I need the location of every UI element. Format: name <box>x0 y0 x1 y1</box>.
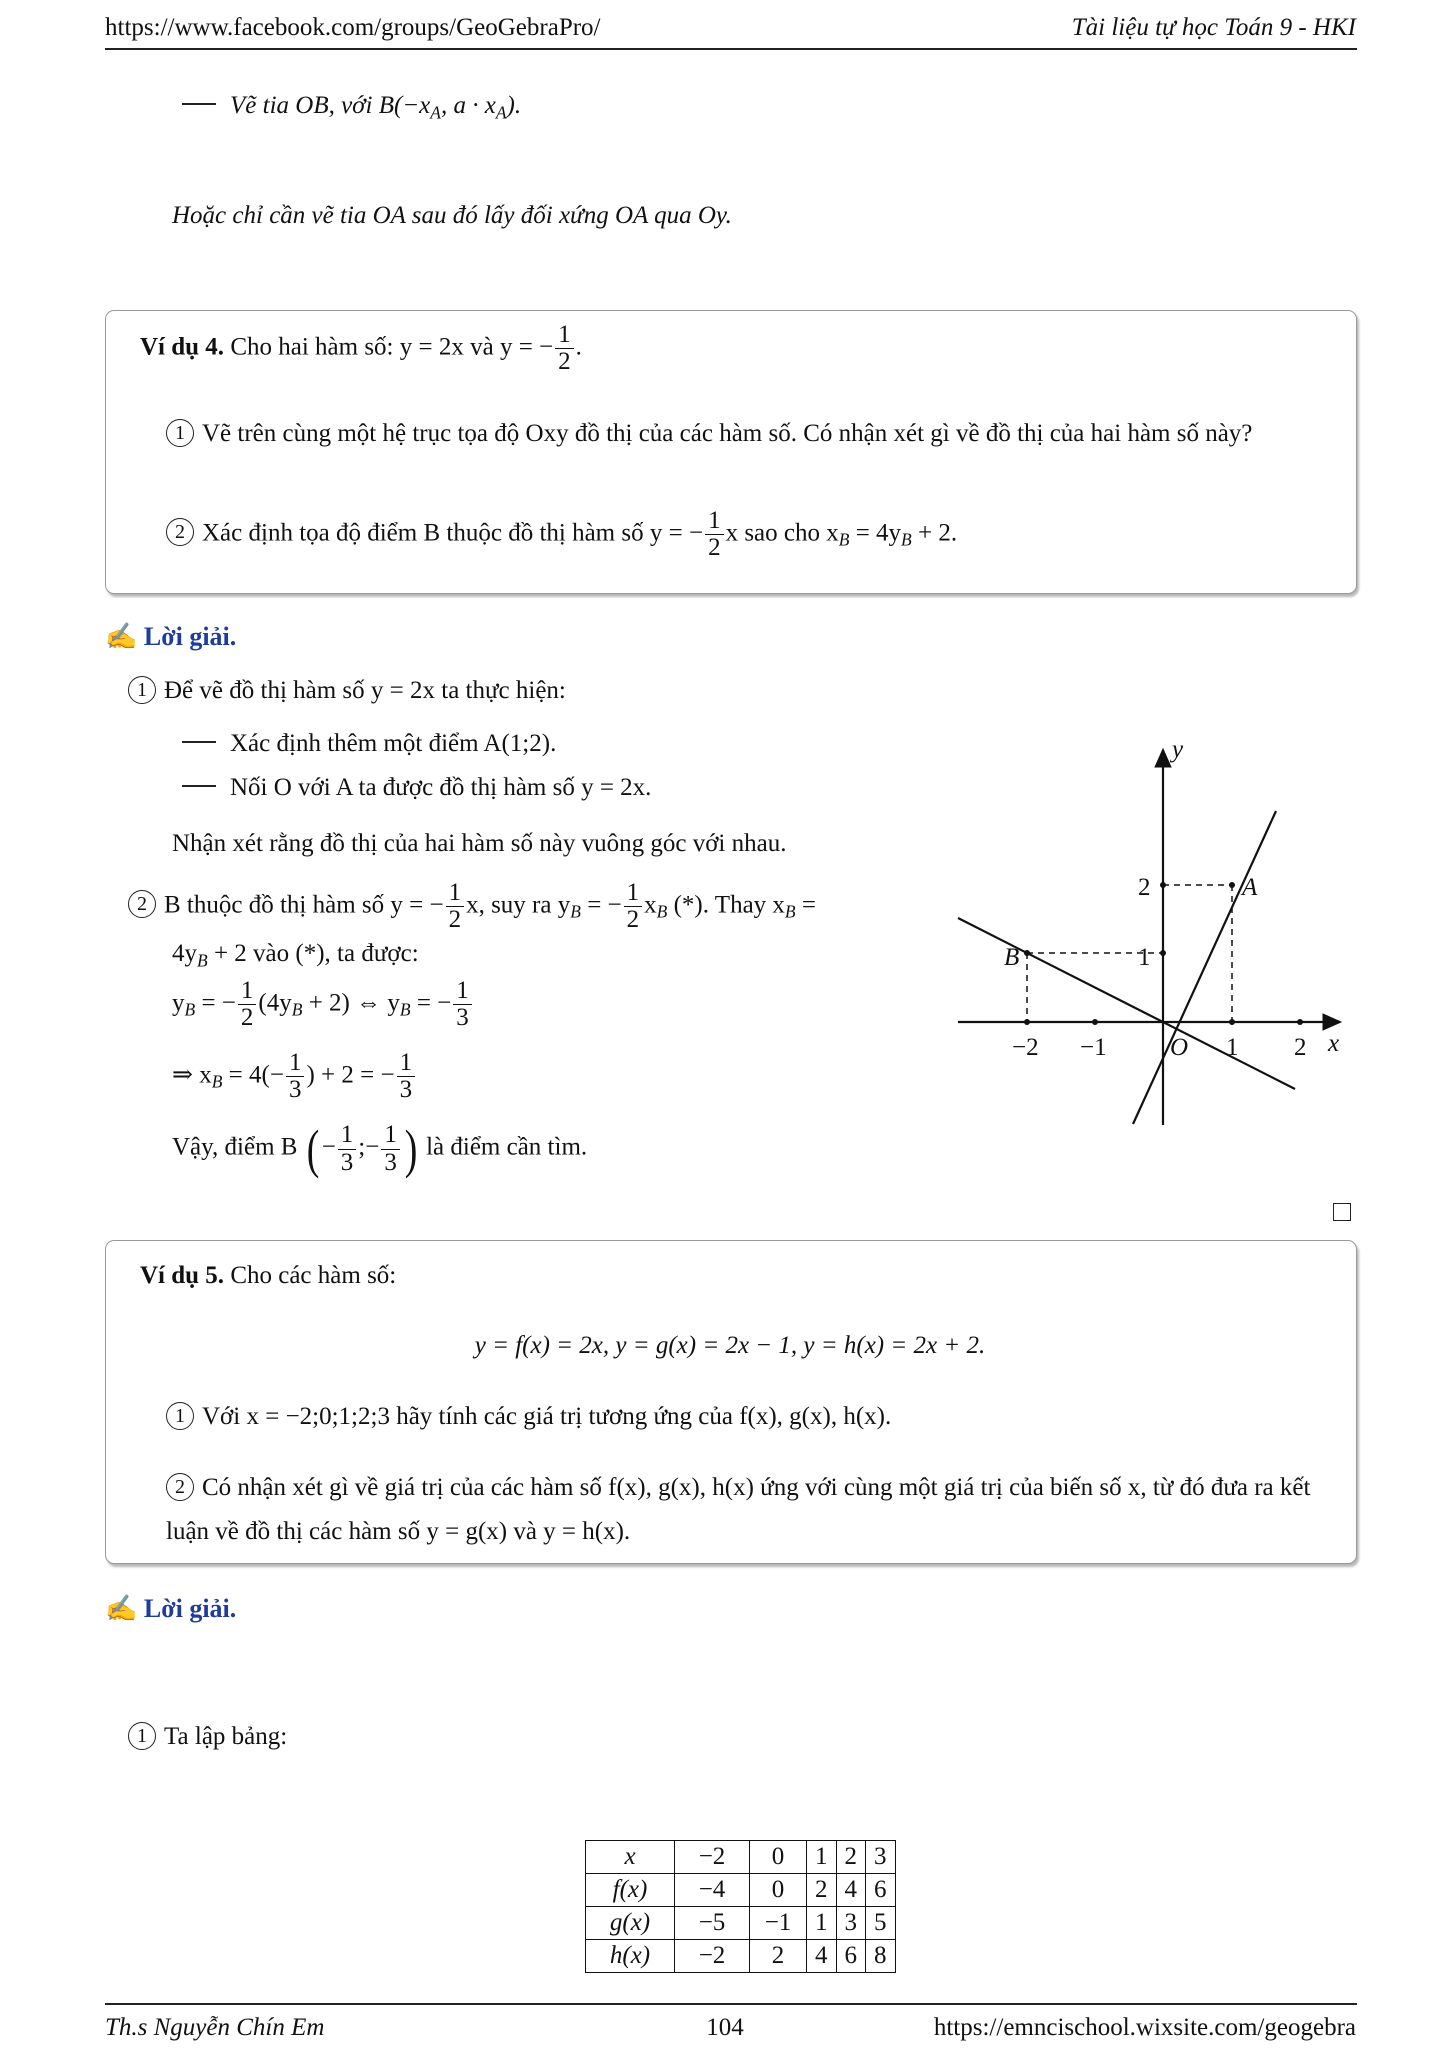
coordinate-graph <box>950 725 1360 1145</box>
solution-4-label: ✍ Lời giải. <box>105 622 237 651</box>
table-row: f(x) −4 0 2 4 6 <box>586 1874 896 1907</box>
item-number: 1 <box>166 1402 194 1430</box>
left-paren: ( <box>306 1119 319 1179</box>
x-tick-label: 2 <box>1294 1034 1307 1061</box>
page-number: 104 <box>706 2014 744 2041</box>
header-left: https://www.facebook.com/groups/GeoGebraPro/ <box>105 14 601 41</box>
point-b-dot <box>1024 950 1030 956</box>
solution-4-eq2: ⇒ $x_B = 4(-$ $\frac{1}{3}$ ) + 2 = − $\frac{1}{3}$ <box>172 1050 417 1104</box>
dash-bullet <box>182 741 216 743</box>
x-tick-label: −1 <box>1080 1034 1107 1061</box>
table-row: g(x) −5 −1 1 3 5 <box>586 1907 896 1940</box>
values-table-wrap <box>585 1840 896 1973</box>
footer-rule <box>105 2003 1357 2005</box>
table-row: h(x) −2 2 4 6 8 <box>586 1940 896 1973</box>
fraction: $\frac{1}{3}$ <box>381 1122 400 1176</box>
tick-dot <box>1024 1019 1030 1025</box>
dash-bullet <box>182 785 216 787</box>
tick-dot <box>1229 1019 1235 1025</box>
top-note: Hoặc chỉ cần vẽ tia OA sau đó lấy đối xứng OA qua Oy. <box>172 202 732 229</box>
solution-4-step2: 2 B thuộc đồ thị hàm số y = − $\frac{1}{2}$ x, suy ra $y_B$ = − $\frac{1}{2}$ $x_B$ (*). Thay $x_B$ = <box>128 880 816 934</box>
item-number: 1 <box>128 1722 156 1750</box>
example-4-intro: Ví dụ 4. Cho hai hàm số: y = 2x và y = − $\frac{1}{2}$ . <box>140 321 582 376</box>
y-axis-label: y <box>1172 736 1184 763</box>
values-table <box>585 1840 896 1973</box>
example-5-title: Ví dụ 5. <box>140 1262 225 1289</box>
point-a-label: A <box>1242 874 1258 901</box>
top-bullet: Vẽ tia OB, với $B(-x_A$, $a \cdot x_A$). <box>182 92 521 123</box>
item-number: 1 <box>128 676 156 704</box>
item-number: 1 <box>166 419 194 447</box>
example-5-q2: 2 Có nhận xét gì về giá trị của các hàm số f(x), g(x), h(x) ứng với cùng một giá trị của biến số x, từ đó đưa ra kết luận về đồ thị các hàm số y = g(x) và y = h(x). <box>166 1474 1311 1545</box>
example-4-title: Ví dụ 4. <box>140 333 225 361</box>
right-paren: ) <box>404 1119 418 1179</box>
table-row: x −2 0 1 2 3 <box>586 1841 896 1874</box>
solution-4-step1: 1 Để vẽ đồ thị hàm số y = 2x ta thực hiện: <box>128 676 566 705</box>
solution-4-conclusion: Vậy, điểm B ( − $\frac{1}{3}$ ;− $\frac{1}{3}$ ) là điểm cần tìm. <box>172 1119 588 1179</box>
tick-dot <box>1092 1019 1098 1025</box>
dash-bullet <box>182 103 216 105</box>
y-tick-label: 2 <box>1138 874 1151 901</box>
header-rule <box>105 48 1357 50</box>
y-tick-label: 1 <box>1138 944 1151 971</box>
tick-dot <box>1297 1019 1303 1025</box>
tick-dot <box>1160 950 1166 956</box>
solution-4-remark: Nhận xét rằng đồ thị của hai hàm số này vuông góc với nhau. <box>172 830 787 857</box>
fraction: $\frac{1}{2}$ <box>624 880 643 934</box>
x-tick-label: 1 <box>1226 1034 1239 1061</box>
solution-5-label: ✍ Lời giải. <box>105 1594 237 1623</box>
origin-label: O <box>1170 1034 1189 1061</box>
header-right: Tài liệu tự học Toán 9 - HKI <box>1071 14 1356 41</box>
example-4-q1: 1 Vẽ trên cùng một hệ trục tọa độ Oxy đồ thị của các hàm số. Có nhận xét gì về đồ thị của hai hàm số này? <box>166 412 1331 456</box>
fraction: $\frac{1}{2}$ <box>555 322 574 376</box>
example-5-formula: y = f(x) = 2x, y = g(x) = 2x − 1, y = h(x) = 2x + 2. <box>474 1332 986 1359</box>
line-y-2x <box>1133 811 1276 1124</box>
fraction: $\frac{1}{3}$ <box>453 978 472 1032</box>
example-5-intro: Ví dụ 5. Cho các hàm số: <box>140 1262 397 1289</box>
footer-link: https://emncischool.wixsite.com/geogebra <box>933 2014 1356 2041</box>
pen-icon: ✍ <box>105 622 138 651</box>
item-number: 2 <box>166 518 194 546</box>
pen-icon: ✍ <box>105 1594 138 1623</box>
qed-box <box>1333 1203 1351 1221</box>
x-tick-label: −2 <box>1012 1034 1039 1061</box>
fraction: $\frac{1}{3}$ <box>338 1122 357 1176</box>
fraction: $\frac{1}{2}$ <box>446 880 465 934</box>
example-5-q1: 1 Với x = −2;0;1;2;3 hãy tính các giá trị tương ứng của f(x), g(x), h(x). <box>166 1402 891 1431</box>
tick-dot <box>1160 882 1166 888</box>
point-b-label: B <box>1004 944 1020 971</box>
example-4-q2: 2 Xác định tọa độ điểm B thuộc đồ thị hàm số y = − $\frac{1}{2}$ x sao cho $x_B = 4y_B + 2$. <box>166 508 957 562</box>
x-axis-label: x <box>1328 1030 1340 1057</box>
point-a-dot <box>1229 882 1235 888</box>
solution-4-step2-line2: $4y_B + 2$ vào (*), ta được: <box>172 940 419 971</box>
solution-4-bullet1: Xác định thêm một điểm A(1;2). <box>182 730 556 758</box>
solution-5-step1: 1 Ta lập bảng: <box>128 1722 287 1751</box>
fraction: $\frac{1}{2}$ <box>238 978 257 1032</box>
solution-4-bullet2: Nối O với A ta được đồ thị hàm số y = 2x. <box>182 774 651 802</box>
item-number: 2 <box>166 1473 194 1501</box>
fraction: $\frac{1}{3}$ <box>286 1050 305 1104</box>
item-number: 2 <box>128 890 156 918</box>
fraction: $\frac{1}{2}$ <box>705 508 724 562</box>
fraction: $\frac{1}{3}$ <box>397 1050 416 1104</box>
footer-author: Th.s Nguyễn Chín Em <box>105 2014 325 2041</box>
solution-4-eq1: $y_B$ = − $\frac{1}{2}$ $(4y_B + 2)$ ⇔ $y_B$ = − $\frac{1}{3}$ <box>172 978 474 1032</box>
